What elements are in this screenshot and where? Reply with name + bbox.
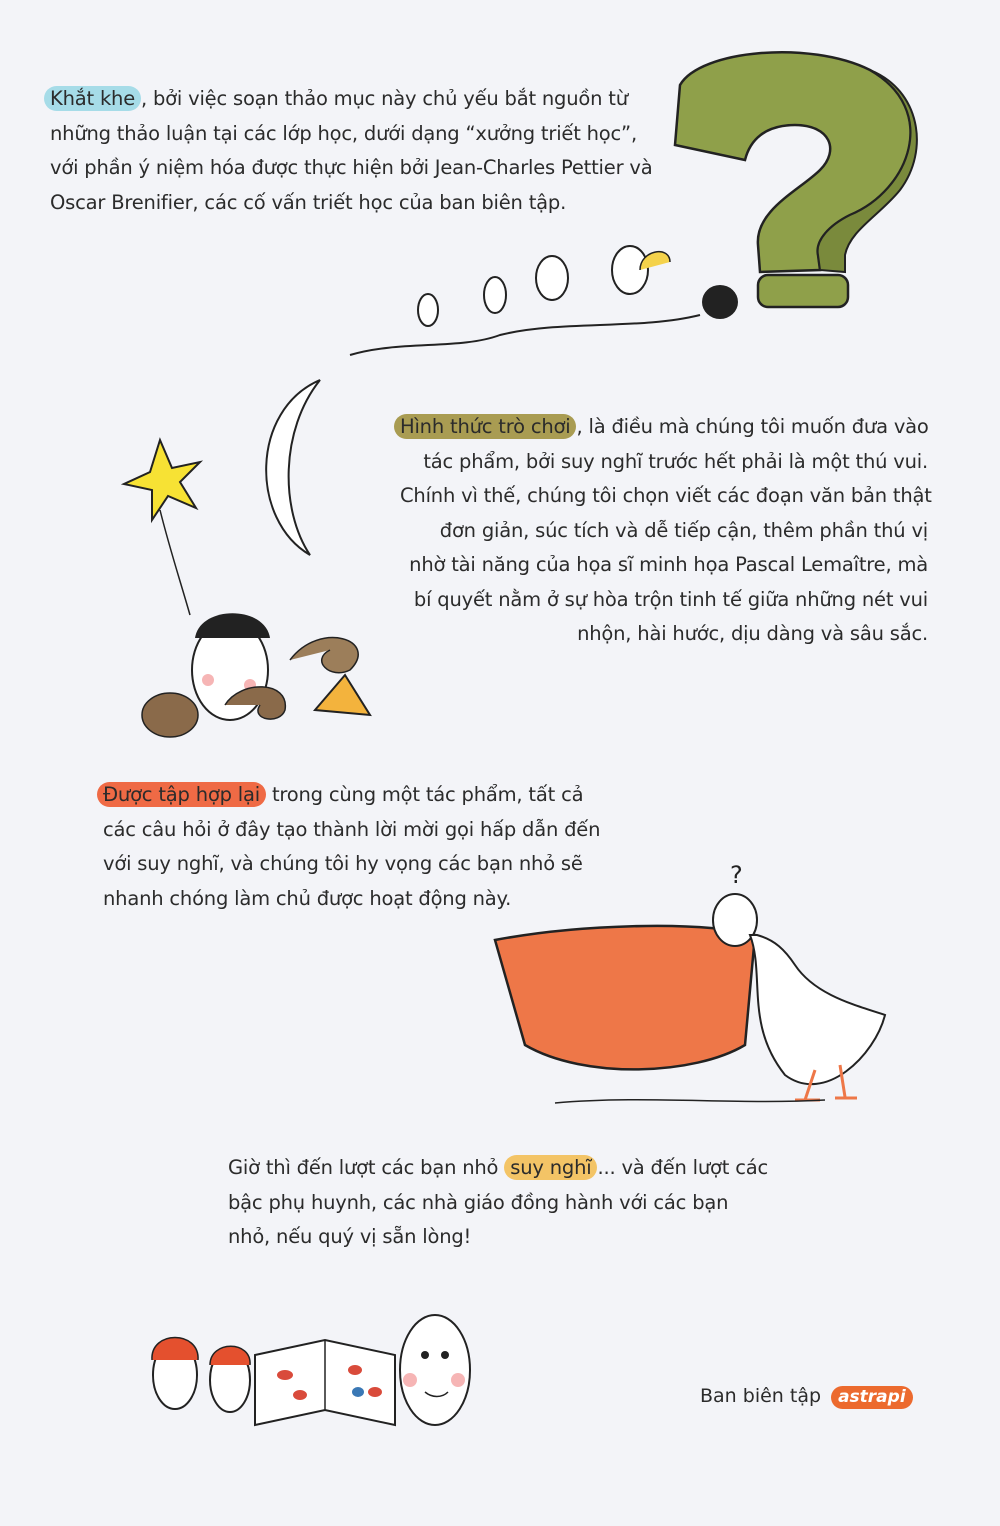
paragraph-now-think bbox=[228, 1151, 768, 1255]
astrapi-logo: astrapi bbox=[831, 1386, 913, 1409]
highlight-gathered: Được tập hợp lại bbox=[97, 782, 266, 807]
child-crawling bbox=[702, 285, 738, 319]
paragraph-play bbox=[400, 410, 932, 652]
paragraph-line: bậc phụ huynh, các nhà giáo đồng hành với các bạn bbox=[228, 1190, 729, 1214]
paragraph-line: các câu hỏi ở đây tạo thành lời mời gọi hấp dẫn đến bbox=[103, 817, 601, 841]
highlight-play: Hình thức trò chơi bbox=[394, 414, 576, 439]
palette-icon bbox=[142, 693, 198, 737]
paragraph-line: những thảo luận tại các lớp học, dưới dạng “xưởng triết học”, bbox=[50, 121, 637, 145]
star-icon bbox=[124, 440, 200, 520]
pelican-question-mark: ? bbox=[730, 861, 743, 889]
signature-text: Ban biên tập bbox=[700, 1385, 822, 1407]
paragraph-line: Giờ thì đến lượt các bạn nhỏ suy nghĩ ... và đến lượt các bbox=[228, 1156, 769, 1179]
pelican-illustration bbox=[495, 855, 915, 1115]
moon-icon bbox=[266, 380, 320, 555]
highlight-think: suy nghĩ bbox=[504, 1155, 597, 1180]
paragraph-line: Khắt khe , bởi việc soạn thảo mục này chủ yếu bắt nguồn từ bbox=[50, 82, 652, 117]
triangle-ruler-icon bbox=[315, 675, 370, 715]
swirl-shape bbox=[290, 638, 358, 673]
paragraph-line: với phần ý niệm hóa được thực hiện bởi Jean-Charles Pettier và bbox=[50, 156, 653, 179]
paragraph-line: Chính vì thế, chúng tôi chọn viết các đoạn văn bản thật bbox=[400, 484, 932, 507]
signature bbox=[700, 1385, 913, 1409]
paragraph-line: đơn giản, súc tích và dễ tiếp cận, thêm phần thú vị bbox=[439, 518, 928, 542]
paragraph-line: nhỏ, nếu quý vị sẵn lòng! bbox=[228, 1225, 472, 1248]
egg-character bbox=[400, 1315, 470, 1425]
question-mark-dot bbox=[758, 275, 848, 307]
paragraph-line: Hình thức trò chơi , là điều mà chúng tôi muốn đưa vào bbox=[400, 410, 928, 445]
paragraph-line: Được tập hợp lại trong cùng một tác phẩm, tất cả bbox=[103, 778, 600, 813]
question-mark-shape bbox=[675, 52, 910, 272]
paragraph-line: nhanh chóng làm chủ được hoạt động này. bbox=[103, 886, 512, 910]
children-in-line bbox=[418, 246, 648, 326]
pelican-pouch bbox=[495, 926, 755, 1069]
paragraph-line: Oscar Brenifier, các cố vấn triết học của ban biên tập. bbox=[50, 190, 567, 214]
paragraph-line: bí quyết nằm ở sự hòa trộn tinh tế giữa những nét vui bbox=[413, 587, 928, 611]
children-reading-illustration bbox=[140, 1300, 510, 1440]
paragraph-line: tác phẩm, bởi suy nghĩ trước hết phải là một thú vui. bbox=[423, 449, 928, 473]
highlight-rigor: Khắt khe bbox=[44, 86, 141, 111]
question-mark-illustration bbox=[340, 40, 940, 370]
paragraph-line: với suy nghĩ, và chúng tôi hy vọng các bạn nhỏ sẽ bbox=[103, 852, 583, 875]
paragraph-line: nhộn, hài hước, dịu dàng và sâu sắc. bbox=[577, 622, 928, 645]
paragraph-line: nhờ tài năng của họa sĩ minh họa Pascal Lemaître, mà bbox=[409, 553, 928, 576]
moon-star-child-illustration bbox=[100, 380, 400, 750]
pelican-body bbox=[750, 935, 885, 1084]
